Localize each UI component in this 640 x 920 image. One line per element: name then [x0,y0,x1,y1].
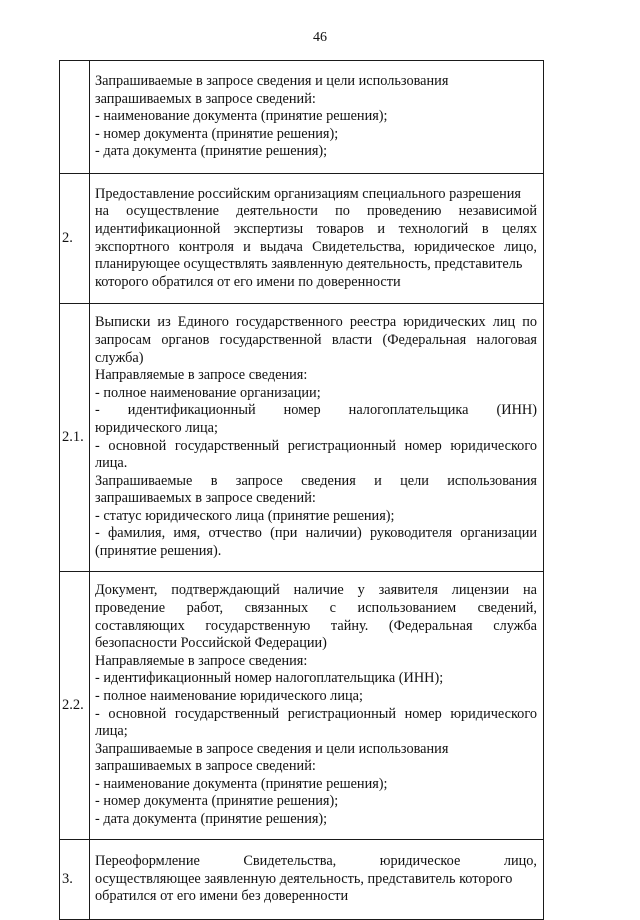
table-row [60,174,544,304]
text-line: осуществляющее заявленную деятельность, представитель которого [95,870,513,887]
text-line: идентификационной экспертизы товаров и технологий в целях [95,220,537,237]
text-line: - номер документа (принятие решения); [95,125,339,142]
table-row [60,572,544,840]
row-text [90,304,544,572]
text-line: - полное наименование юридического лица; [95,687,363,704]
text-line: - идентификационный номер налогоплательщика (ИНН) [95,402,537,419]
text-line: Запрашиваемые в запросе сведения и цели использования [95,73,449,90]
text-line: запрашиваемых в запросе сведений: [95,90,316,107]
row-text [90,840,544,920]
table-row [60,61,544,174]
text-line: Документ, подтверждающий наличие у заявителя лицензии на [95,582,537,599]
table-row [60,840,544,920]
text-line: Запрашиваемые в запросе сведения и цели использования [95,472,537,489]
row-number [60,61,90,174]
text-line: - статус юридического лица (принятие решения); [95,507,395,524]
text-line: планирующее осуществлять заявленную деятельность, представитель [95,256,523,273]
row-text [90,572,544,840]
text-line: которого обратился от его имени по доверенности [95,273,401,290]
text-line: Предоставление российским организациям специального разрешения [95,185,521,202]
text-line: - дата документа (принятие решения); [95,143,328,160]
text-line: - идентификационный номер налогоплательщика (ИНН); [95,670,444,687]
text-line: юридического лица; [95,419,218,436]
text-line: (принятие решения). [95,543,222,560]
text-line: обратился от его имени без доверенности [95,888,349,905]
text-line: составляющих государственную тайну. (Федеральная служба [95,617,537,634]
row-number: 2. [60,174,90,304]
row-text [90,61,544,174]
text-line: - наименование документа (принятие решения); [95,108,388,125]
text-line: безопасности Российской Федерации) [95,635,327,652]
text-line: лица. [95,455,128,472]
text-line: запрашиваемых в запросе сведений: [95,490,316,507]
row-number: 2.1. [60,304,90,572]
text-line: - полное наименование организации; [95,384,321,401]
text-line: экспортного контроля и выдача Свидетельства, юридическое лицо, [95,238,537,255]
row-number: 3. [60,840,90,920]
text-line: на осуществление деятельности по проведению независимой [95,203,537,220]
text-line: запросам органов государственной власти (Федеральная налоговая [95,331,537,348]
text-line: Переоформление Свидетельства, юридическое лицо, [95,853,537,870]
row-text [90,174,544,304]
text-line: Направляемые в запросе сведения: [95,367,308,384]
page-number: 46 [313,30,327,45]
text-line: запрашиваемых в запросе сведений: [95,758,316,775]
text-line: - фамилия, имя, отчество (при наличии) руководителя организации [95,525,537,542]
text-line: - дата документа (принятие решения); [95,811,328,828]
text-line: - наименование документа (принятие решения); [95,775,388,792]
text-line: Направляемые в запросе сведения: [95,652,308,669]
table-row [60,304,544,572]
row-number: 2.2. [60,572,90,840]
services-table [59,60,544,920]
text-line: - номер документа (принятие решения); [95,793,339,810]
text-line: - основной государственный регистрационный номер юридического [95,437,537,454]
text-line: проведение работ, связанных с использованием сведений, [95,599,537,616]
text-line: лица; [95,723,128,740]
text-line: служба) [95,349,144,366]
text-line: Запрашиваемые в запросе сведения и цели использования [95,740,449,757]
text-line: - основной государственный регистрационный номер юридического [95,705,537,722]
text-line: Выписки из Единого государственного реестра юридических лиц по [95,314,537,331]
